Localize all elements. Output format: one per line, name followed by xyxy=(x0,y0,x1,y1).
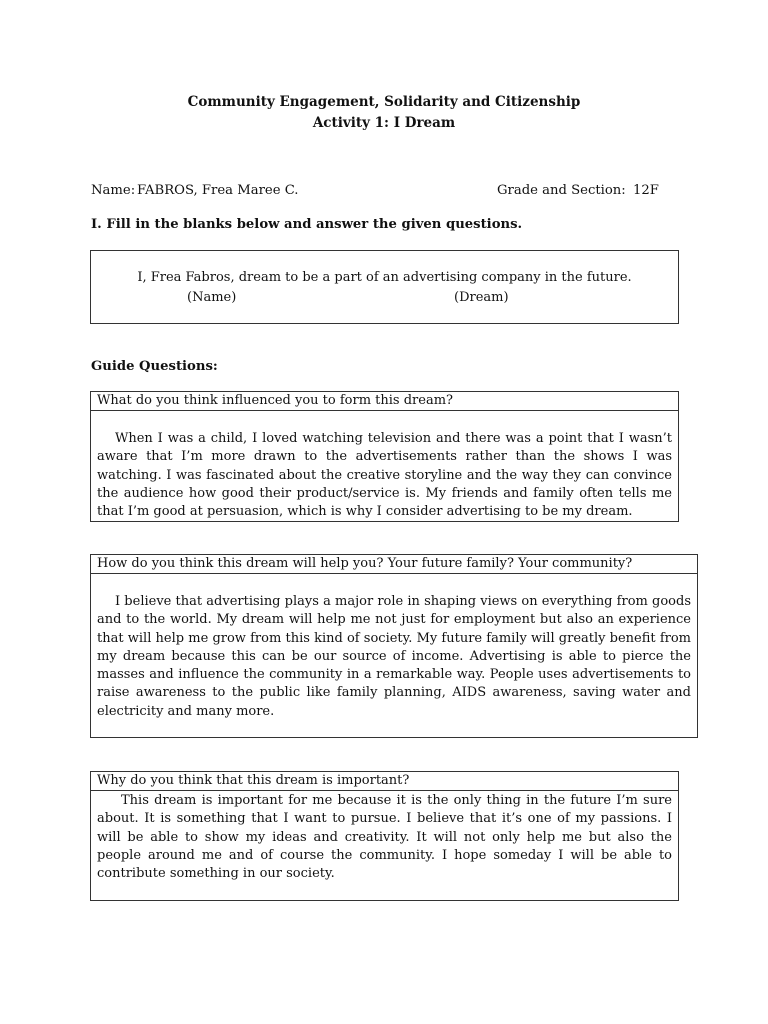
answer-2 xyxy=(97,593,691,721)
answer-1 xyxy=(97,430,672,521)
question-box-2 xyxy=(90,554,698,738)
name-caption: (Name) xyxy=(187,290,237,305)
dream-caption: (Dream) xyxy=(454,290,509,305)
answer-3 xyxy=(97,792,672,883)
question-box-3 xyxy=(90,771,679,901)
question-3: Why do you think that this dream is important? xyxy=(91,772,678,791)
instructions: I. Fill in the blanks below and answer the given questions. xyxy=(91,217,523,232)
guide-questions-heading: Guide Questions: xyxy=(91,359,218,374)
dream-sentence: I, Frea Fabros, dream to be a part of an advertising company in the future. xyxy=(137,270,632,285)
dream-box xyxy=(90,250,679,324)
question-2: How do you think this dream will help you? Your future family? Your community? xyxy=(91,555,697,574)
answer-1-text: When I was a child, I loved watching television and there was a point that I wasn’t aware that I’m more drawn to the advertisements rather than the shows I was watching. I was fascinated about the creative storyline and the way they can convince the audience how good their product/service is. My friends and family often tells me that I’m good at persuasion, which is why I consider advertising to be my dream. xyxy=(97,431,672,520)
activity-title: Activity 1: I Dream xyxy=(312,115,456,131)
name-label: Name: xyxy=(91,183,136,198)
name-value: FABROS, Frea Maree C. xyxy=(137,183,299,198)
course-title: Community Engagement, Solidarity and Citizenship xyxy=(187,94,581,110)
grade-section-label: Grade and Section: xyxy=(497,183,626,198)
question-1: What do you think influenced you to form this dream? xyxy=(91,392,678,411)
grade-section-value: 12F xyxy=(633,183,659,198)
answer-2-text: I believe that advertising plays a major role in shaping views on everything from goods and to the world. My dream will help me not just for employment but also an experience that will help me grow from this kind of society. My future family will greatly benefit from my dream because this can be our source of income. Advertising is able to pierce the masses and influence the community in a remarkable way. People uses advertisements to raise awareness to the public like family planning, AIDS awareness, saving water and electricity and many more. xyxy=(97,594,691,719)
question-box-1 xyxy=(90,391,679,522)
answer-3-text: This dream is important for me because it is the only thing in the future I’m sure about. It is something that I want to pursue. I believe that it’s one of my passions. I will be able to show my ideas and creativity. It will not only help me but also the people around me and of course the community. I hope someday I will be able to contribute something in our society. xyxy=(97,793,672,882)
